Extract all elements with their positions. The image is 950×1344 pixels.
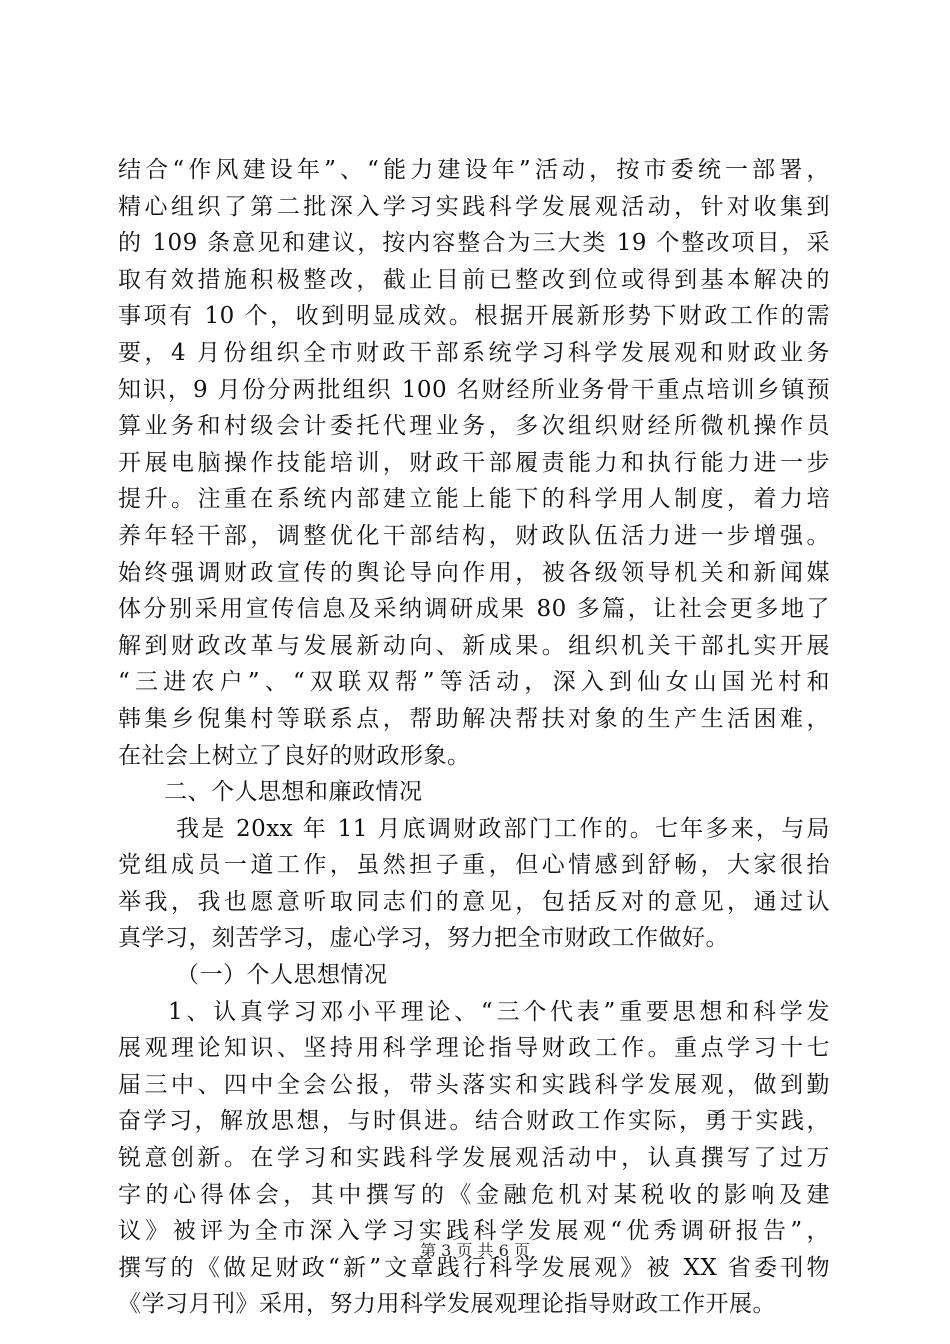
paragraph-line: 的 109 条意见和建议，按内容整合为三大类 19 个整改项目，采 bbox=[118, 230, 830, 257]
paragraph-line: 养年轻干部，调整优化干部结构，财政队伍活力进一步增强。 bbox=[118, 522, 830, 549]
paragraph-line: 党组成员一道工作，虽然担子重，但心情感到舒畅，大家很抬 bbox=[118, 852, 830, 879]
section-heading: 二、个人思想和廉政情况 bbox=[164, 779, 423, 806]
paragraph-line: 开展电脑操作技能培训，财政干部履责能力和执行能力进一步 bbox=[118, 449, 830, 476]
paragraph-line: 体分别采用宣传信息及采纳调研成果 80 多篇，让社会更多地了 bbox=[118, 596, 830, 623]
document-body bbox=[118, 152, 830, 1323]
subsection-heading: （一）个人思想情况 bbox=[176, 962, 388, 989]
paragraph-line: 奋学习，解放思想，与时俱进。结合财政工作实际，勇于实践， bbox=[118, 1108, 830, 1135]
paragraph-line: 提升。注重在系统内部建立能上能下的科学用人制度，着力培 bbox=[118, 486, 830, 513]
paragraph-line: 始终强调财政宣传的舆论导向作用，被各级领导机关和新闻媒 bbox=[118, 559, 830, 586]
paragraph-line: 我是 20xx 年 11 月底调财政部门工作的。七年多来，与局 bbox=[176, 815, 830, 842]
paragraph-line: 展观理论知识、坚持用科学理论指导财政工作。重点学习十七 bbox=[118, 1035, 830, 1062]
paragraph-line: 撰写的《做足财政“新”文章践行科学发展观》被 XX 省委刊物 bbox=[118, 1254, 830, 1281]
paragraph-line: 1、认真学习邓小平理论、“三个代表”重要思想和科学发 bbox=[168, 998, 830, 1025]
paragraph-line: 锐意创新。在学习和实践科学发展观活动中，认真撰写了过万 bbox=[118, 1145, 830, 1172]
paragraph-line: 结合“作风建设年”、“能力建设年”活动，按市委统一部署， bbox=[118, 157, 830, 183]
paragraph-line: 精心组织了第二批深入学习实践科学发展观活动，针对收集到 bbox=[118, 193, 830, 220]
paragraph-line: 韩集乡倪集村等联系点，帮助解决帮扶对象的生产生活困难， bbox=[118, 705, 830, 732]
paragraph-line: 举我，我也愿意听取同志们的意见，包括反对的意见，通过认 bbox=[118, 888, 830, 915]
paragraph-line: 字的心得体会，其中撰写的《金融危机对某税收的影响及建 bbox=[118, 1181, 830, 1208]
paragraph-line: 《学习月刊》采用，努力用科学发展观理论指导财政工作开展。 bbox=[118, 1291, 776, 1318]
paragraph-line: 议》被评为全市深入学习实践科学发展观“优秀调研报告”， bbox=[118, 1218, 830, 1245]
paragraph-line: 真学习，刻苦学习，虚心学习，努力把全市财政工作做好。 bbox=[118, 925, 729, 952]
paragraph-line: 算业务和村级会计委托代理业务，多次组织财经所微机操作员 bbox=[118, 413, 830, 440]
paragraph-line: 解到财政改革与发展新动向、新成果。组织机关干部扎实开展 bbox=[118, 632, 830, 659]
page-number-footer: 第 3 页 共 6 页 bbox=[420, 1241, 530, 1260]
paragraph-line: 知识，9 月份分两批组织 100 名财经所业务骨干重点培训乡镇预 bbox=[118, 376, 830, 403]
paragraph-line: 取有效措施积极整改，截止目前已整改到位或得到基本解决的 bbox=[118, 266, 830, 293]
paragraph-line: 事项有 10 个，收到明显成效。根据开展新形势下财政工作的需 bbox=[118, 303, 830, 330]
paragraph-line: “三进农户”、“双联双帮”等活动，深入到仙女山国光村和 bbox=[118, 669, 830, 696]
paragraph-line: 要，4 月份组织全市财政干部系统学习科学发展观和财政业务 bbox=[118, 339, 830, 366]
paragraph-line: 在社会上树立了良好的财政形象。 bbox=[118, 742, 471, 769]
paragraph-line: 届三中、四中全会公报，带头落实和实践科学发展观，做到勤 bbox=[118, 1071, 830, 1098]
